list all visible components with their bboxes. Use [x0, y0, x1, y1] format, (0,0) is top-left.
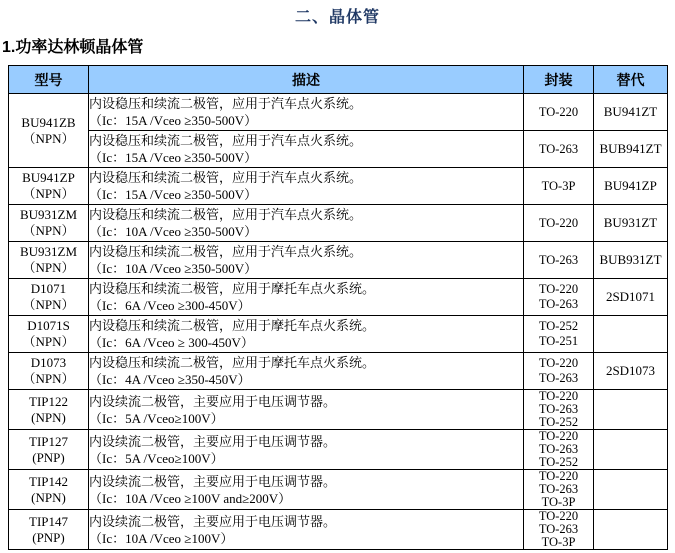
description-cell — [89, 131, 524, 168]
header-package: 封装 — [524, 66, 594, 94]
model-name: BU931ZM — [19, 244, 78, 259]
table-row — [9, 242, 668, 279]
package-name: TO-251 — [538, 334, 579, 348]
description-line1: 内设稳压和续流二极管，应用于摩托车点火系统。 — [89, 281, 376, 296]
replacement-cell — [594, 510, 668, 550]
model-name: BU941ZP — [22, 170, 75, 185]
model-cell — [9, 510, 89, 550]
package-name: TO-220 — [538, 389, 579, 403]
description-cell — [89, 242, 524, 279]
package-name: TO-252 — [538, 455, 579, 469]
table-row — [9, 205, 668, 242]
description-cell — [89, 168, 524, 205]
description-line2: （Ic：6A /Vceo ≥ 300-450V） — [89, 335, 254, 350]
model-cell — [9, 470, 89, 510]
package-name: TO-220 — [538, 429, 579, 443]
description-line2: （Ic：15A /Vceo ≥350-500V） — [89, 113, 258, 128]
description-cell — [89, 470, 524, 510]
table-row — [9, 131, 668, 168]
model-cell — [9, 353, 89, 390]
description-line2: （Ic：10A /Vceo ≥350-500V） — [89, 224, 258, 239]
model-polarity: （NPN） — [22, 223, 75, 238]
package-cell — [524, 242, 594, 279]
model-name: TIP142 — [29, 473, 68, 489]
replacement-cell: BU941ZP — [594, 168, 668, 205]
package-name: TO-220 — [538, 356, 579, 370]
model-name: D1071S — [27, 318, 70, 333]
model-name: TIP122 — [29, 393, 68, 409]
model-polarity: (PNP) — [32, 529, 65, 545]
package-name: TO-220 — [538, 104, 579, 119]
description-line2: （Ic：10A /Vceo ≥350-500V） — [89, 261, 258, 276]
package-cell — [524, 205, 594, 242]
model-name: BU941ZB — [21, 114, 76, 130]
description-line2: （Ic：6A /Vceo ≥300-450V） — [89, 298, 251, 313]
description-line1: 内设续流二极管，主要应用于电压调节器。 — [89, 393, 337, 409]
description-line1: 内设稳压和续流二极管，应用于汽车点火系统。 — [89, 96, 363, 111]
package-name: TO-3P — [541, 495, 576, 509]
package-name: TO-3P — [541, 535, 576, 549]
replacement-cell: BUB941ZT — [594, 131, 668, 168]
description-line2: （Ic：5A /Vceo≥100V） — [89, 450, 224, 466]
description-cell — [89, 316, 524, 353]
replacement-cell: 2SD1071 — [594, 279, 668, 316]
description-line2: （Ic：15A /Vceo ≥350-500V） — [89, 150, 258, 165]
table-row — [9, 430, 668, 470]
package-name: TO-263 — [538, 141, 579, 156]
package-name: TO-252 — [538, 415, 579, 429]
model-polarity: （NPN） — [22, 334, 75, 349]
replacement-cell — [594, 390, 668, 430]
package-cell — [524, 510, 594, 550]
model-cell — [9, 279, 89, 316]
package-name: TO-263 — [538, 522, 579, 536]
model-polarity: （NPN） — [22, 186, 75, 201]
description-line2: （Ic：10A /Vceo ≥100V） — [89, 530, 234, 546]
package-name: TO-263 — [538, 482, 579, 496]
model-polarity: （NPN） — [22, 260, 75, 275]
model-cell — [9, 205, 89, 242]
model-polarity: (PNP) — [32, 449, 65, 465]
model-cell — [9, 94, 89, 168]
model-polarity: (NPN) — [31, 409, 66, 425]
description-line1: 内设稳压和续流二极管，应用于摩托车点火系统。 — [89, 355, 376, 370]
package-name: TO-263 — [538, 402, 579, 416]
replacement-cell: BU931ZT — [594, 205, 668, 242]
table-row — [9, 510, 668, 550]
package-name: TO-263 — [538, 442, 579, 456]
package-name: TO-220 — [538, 215, 579, 230]
model-polarity: （NPN） — [22, 371, 75, 386]
model-cell — [9, 390, 89, 430]
package-cell — [524, 353, 594, 390]
description-line1: 内设稳压和续流二极管，应用于汽车点火系统。 — [89, 244, 363, 259]
model-cell — [9, 168, 89, 205]
package-cell — [524, 94, 594, 131]
model-polarity: （NPN） — [22, 130, 75, 146]
package-name: TO-263 — [538, 297, 579, 311]
header-model: 型号 — [9, 66, 89, 94]
description-line1: 内设续流二极管，主要应用于电压调节器。 — [89, 513, 337, 529]
description-line1: 内设稳压和续流二极管，应用于汽车点火系统。 — [89, 170, 363, 185]
header-replacement: 替代 — [594, 66, 668, 94]
table-row — [9, 353, 668, 390]
model-name: D1073 — [30, 355, 67, 370]
description-cell — [89, 205, 524, 242]
description-line1: 内设稳压和续流二极管，应用于汽车点火系统。 — [89, 207, 363, 222]
header-description: 描述 — [89, 66, 524, 94]
model-name: D1071 — [30, 281, 67, 296]
section-title: 1.功率达林顿晶体管 — [2, 39, 144, 56]
model-polarity: （NPN） — [22, 297, 75, 312]
model-polarity: (NPN) — [31, 489, 66, 505]
description-cell — [89, 353, 524, 390]
package-name: TO-220 — [538, 509, 579, 523]
model-cell — [9, 316, 89, 353]
package-name: TO-220 — [538, 282, 579, 296]
description-cell — [89, 390, 524, 430]
model-cell — [9, 430, 89, 470]
package-name: TO-263 — [538, 252, 579, 267]
darlington-transistor-table — [8, 65, 668, 550]
package-cell — [524, 168, 594, 205]
package-cell — [524, 430, 594, 470]
package-name: TO-252 — [538, 319, 579, 333]
package-name: TO-3P — [541, 178, 576, 193]
model-name: BU931ZM — [19, 207, 78, 222]
table-row — [9, 390, 668, 430]
package-cell — [524, 316, 594, 353]
replacement-cell: BUB931ZT — [594, 242, 668, 279]
description-line1: 内设续流二极管，主要应用于电压调节器。 — [89, 433, 337, 449]
model-name: TIP127 — [29, 433, 68, 449]
package-cell — [524, 470, 594, 510]
description-line2: （Ic：5A /Vceo≥100V） — [89, 410, 224, 426]
table-row — [9, 94, 668, 131]
description-line1: 内设稳压和续流二极管，应用于汽车点火系统。 — [89, 133, 363, 148]
package-cell — [524, 279, 594, 316]
description-cell — [89, 279, 524, 316]
description-line2: （Ic：15A /Vceo ≥350-500V） — [89, 187, 258, 202]
description-line1: 内设稳压和续流二极管，应用于摩托车点火系统。 — [89, 318, 376, 333]
table-row — [9, 168, 668, 205]
table-row — [9, 316, 668, 353]
package-name: TO-263 — [538, 371, 579, 385]
table-header-row — [9, 66, 668, 94]
package-cell — [524, 131, 594, 168]
replacement-cell — [594, 316, 668, 353]
description-cell — [89, 94, 524, 131]
description-line2: （Ic：10A /Vceo ≥100V and≥200V） — [89, 490, 292, 506]
description-line1: 内设续流二极管，主要应用于电压调节器。 — [89, 473, 337, 489]
table-row — [9, 470, 668, 510]
replacement-cell — [594, 470, 668, 510]
replacement-cell: BU941ZT — [594, 94, 668, 131]
model-name: TIP147 — [29, 513, 68, 529]
table-row — [9, 279, 668, 316]
package-name: TO-220 — [538, 469, 579, 483]
model-cell — [9, 242, 89, 279]
description-cell — [89, 430, 524, 470]
page-title: 二、晶体管 — [294, 9, 380, 26]
description-line2: （Ic：4A /Vceo ≥350-450V） — [89, 372, 251, 387]
replacement-cell: 2SD1073 — [594, 353, 668, 390]
replacement-cell — [594, 430, 668, 470]
package-cell — [524, 390, 594, 430]
description-cell — [89, 510, 524, 550]
